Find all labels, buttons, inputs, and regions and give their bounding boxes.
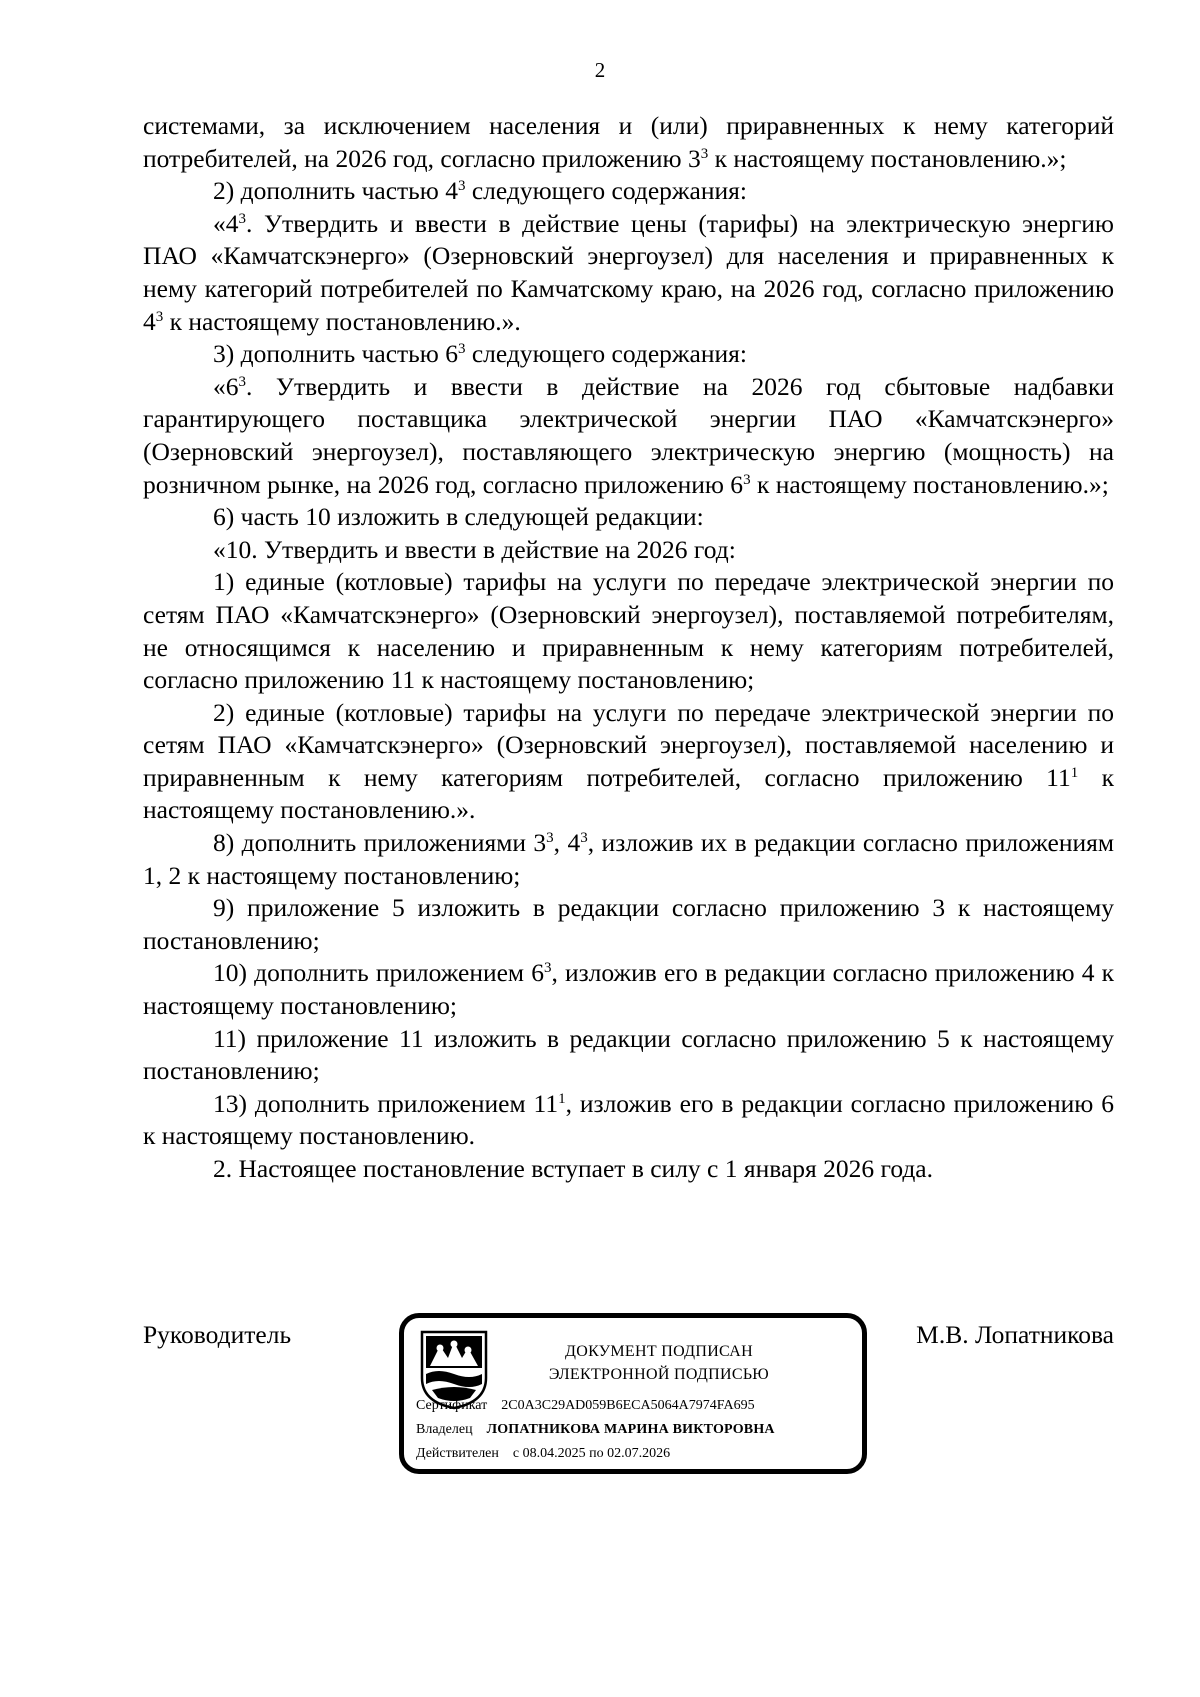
- page-number: 2: [594, 58, 606, 82]
- paragraph: 6) часть 10 изложить в следующей редакции:: [213, 502, 704, 532]
- stamp-title: [514, 1340, 804, 1386]
- paragraph: «10. Утвердить и ввести в действие на 2026 год:: [213, 534, 736, 564]
- stamp-title-line-2: ЭЛЕКТРОННОЙ ПОДПИСЬЮ: [548, 1366, 770, 1383]
- paragraph: 2) дополнить частью $4^3$ следующего содержания:: [213, 176, 747, 206]
- paragraph: 13) дополнить приложением $11^1$, изложив его в редакции согласно приложению 6 к настоящему постановлению.: [143, 1088, 1115, 1151]
- electronic-signature-stamp: [399, 1313, 867, 1474]
- validity-value: с 08.04.2025 по 02.07.2026: [512, 1446, 671, 1461]
- paragraph: 1) единые (котловые) тарифы на услуги по передаче электрической энергии по сетям ПАО «Камчатскэнерго» (Озерновский энергоузел), поставляемой потребителям, не относящимся к населению и приравненным к нему категориям потребителей, согласно приложению 11 к настоящему постановлению;: [143, 567, 1114, 695]
- paragraph: 3) дополнить частью $6^3$ следующего содержания:: [213, 339, 747, 369]
- owner-value: ЛОПАТНИКОВА МАРИНА ВИКТОРОВНА: [486, 1422, 775, 1437]
- paragraph: 2. Настоящее постановление вступает в силу с 1 января 2026 года.: [213, 1154, 934, 1183]
- validity-label: Действителен: [416, 1446, 499, 1461]
- stamp-title-line-1: ДОКУМЕНТ ПОДПИСАН: [565, 1343, 753, 1360]
- owner-row: [416, 1422, 775, 1438]
- paragraph: 8) дополнить приложениями $3^3$, $4^3$, изложив их в редакции согласно приложениям 1, 2 к настоящему постановлению;: [143, 828, 1115, 890]
- paragraph: «$4^3$. Утвердить и ввести в действие цены (тарифы) на электрическую энергию ПАО «Камчатскэнерго» (Озерновский энергоузел) для населения и приравненных к нему категорий потребителей по Камчатскому краю, на 2026 год, согласно приложению $4^3$ к настоящему постановлению.».: [143, 208, 1114, 336]
- paragraph: системами, за исключением населения и (или) приравненных к нему категорий потребителей, на 2026 год, согласно приложению $3^3$ к настоящему постановлению.»;: [143, 111, 1114, 173]
- certificate-value: 2C0A3C29AD059B6ECA5064A7974FA695: [501, 1398, 755, 1413]
- paragraph: 9) приложение 5 изложить в редакции согласно приложению 3 к настоящему постановлению;: [143, 893, 1114, 955]
- certificate-row: [416, 1398, 755, 1414]
- paragraph: 10) дополнить приложением $6^3$, изложив его в редакции согласно приложению 4 к настоящему постановлению;: [143, 958, 1114, 1021]
- paragraph: 11) приложение 11 изложить в редакции согласно приложению 5 к настоящему постановлению;: [143, 1023, 1114, 1086]
- validity-row: [416, 1446, 670, 1462]
- owner-label: Владелец: [416, 1422, 473, 1437]
- certificate-label: Сертификат: [416, 1398, 488, 1413]
- paragraph: 2) единые (котловые) тарифы на услуги по передаче электрической энергии по сетям ПАО «Камчатскэнерго» (Озерновский энергоузел), поставляемой населению и приравненным к нему категориям потребителей, согласно приложению $11^1$ к настоящему постановлению.».: [143, 697, 1114, 825]
- paragraph: «$6^3$. Утвердить и ввести в действие на 2026 год сбытовые надбавки гарантирующего поставщика электрической энергии ПАО «Камчатскэнерго» (Озерновский энергоузел), поставляющего электрическую энергию (мощность) на розничном рынке, на 2026 год, согласно приложению $6^3$ к настоящему постановлению.»;: [143, 371, 1114, 499]
- signatory-position: Руководитель: [143, 1320, 292, 1349]
- document-body: [143, 110, 1114, 1186]
- signatory-name: М.В. Лопатникова: [916, 1320, 1114, 1349]
